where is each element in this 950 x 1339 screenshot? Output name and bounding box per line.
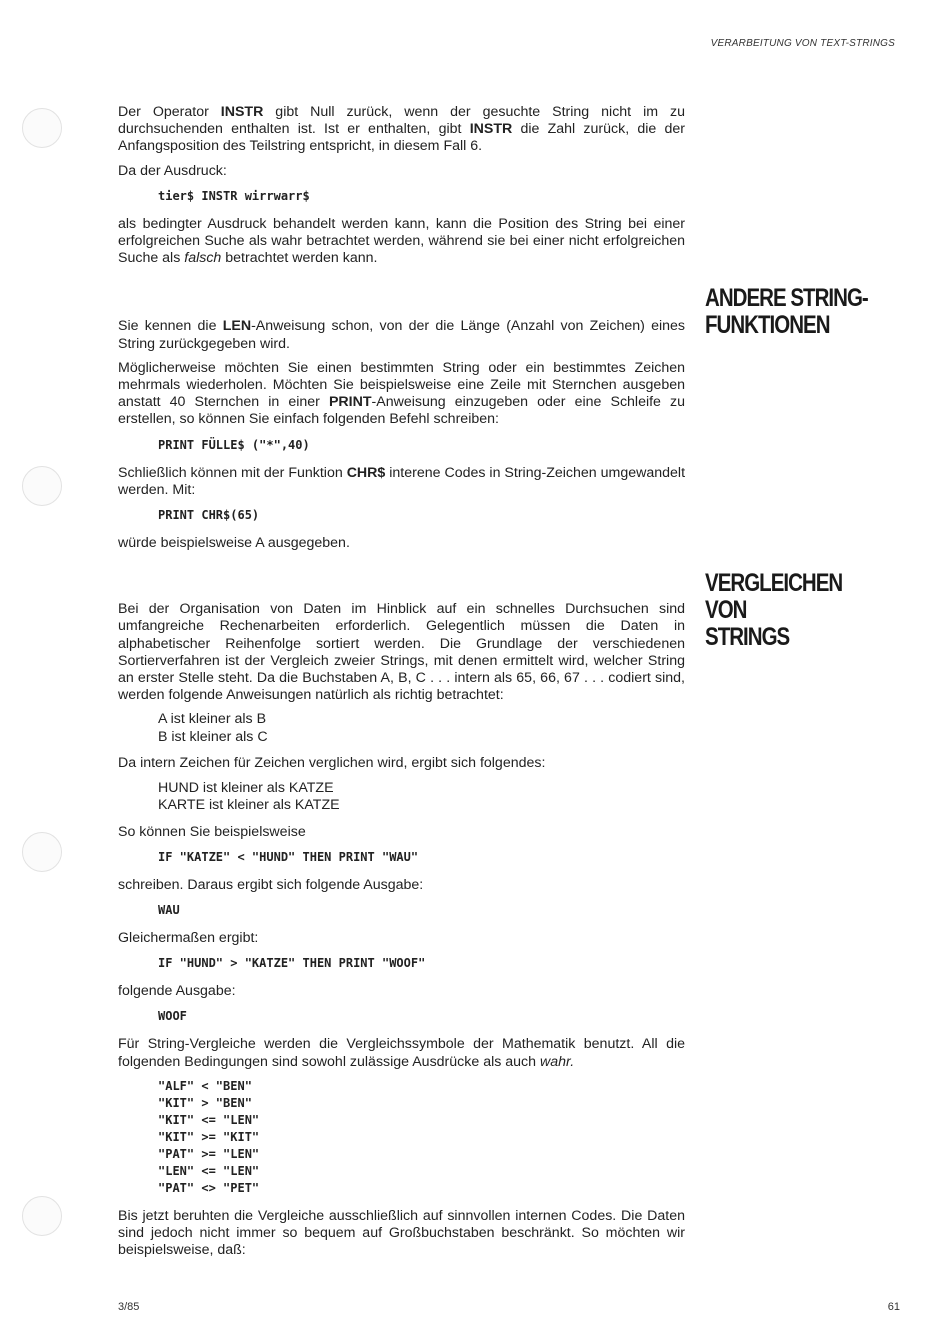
code-line: "KIT" <= "LEN" (158, 1112, 260, 1127)
punch-hole (22, 1196, 62, 1236)
running-header: VERARBEITUNG VON TEXT-STRINGS (710, 38, 895, 49)
paragraph: Sie kennen die LEN-Anweisung schon, von der die Länge (Anzahl von Zeichen) eines String zurückgegeben wird. (118, 318, 685, 352)
code-line: WOOF (158, 1009, 187, 1024)
paragraph: Möglicherweise möchten Sie einen bestimmten String oder ein bestimmtes Zeichen mehrmals wiederholen. Möchten Sie beispielsweise eine Zeile mit Sternchen ausgeben anstatt 40 Sternchen in einer PRINT-Anweisung einzugeben oder eine Schleife zu erstellen, so können Sie einfach folgenden Befehl schreiben: (118, 359, 685, 428)
paragraph: Für String-Vergleiche werden die Vergleichssymbole der Mathematik benutzt. All die folgenden Bedingungen sind sowohl zulässige Ausdrücke als auch wahr. (118, 1036, 685, 1070)
paragraph: als bedingter Ausdruck behandelt werden kann, kann die Position des String bei einer erfolgreichen Suche als wahr betrachtet werden, während sie bei einer nicht erfolgreichen Suche als falsch betrachtet werden kann. (118, 215, 685, 267)
comparison-list (158, 1078, 685, 1197)
code-line: PRINT FÜLLE$ ("*",40) (158, 437, 310, 452)
section-heading-andere-string-funktionen: ANDERE STRING- FUNKTIONEN (705, 284, 868, 339)
paragraph: Da intern Zeichen für Zeichen verglichen wird, ergibt sich folgendes: (118, 755, 546, 772)
paragraph: Schließlich können mit der Funktion CHR$ interene Codes in String-Zeichen umgewandelt werden. Mit: (118, 464, 686, 498)
punch-hole (22, 832, 62, 872)
punch-hole (22, 466, 62, 506)
main-text-column (118, 104, 685, 1267)
paragraph: Bei der Organisation von Daten im Hinblick auf ein schnelles Durchsuchen sind umfangreiche Rechenarbeiten erforderlich. Gelegentlich müssen die Daten in alphabetischer Reihenfolge sortiert werden. Die Grundlage der verschiedenen Sortierverfahren ist der Vergleich zweier Strings, mit denen ermittelt wird, welcher String an erster Stelle steht. Da die Buchstaben A, B, C . . . intern als 65, 66, 67 . . . codiert sind, werden folgende Anweisungen natürlich als richtig betrachtet: (118, 601, 685, 704)
code-line: WAU (158, 903, 180, 918)
code-line: IF "KATZE" < "HUND" THEN PRINT "WAU" (158, 849, 419, 864)
page-number: 61 (887, 1301, 900, 1313)
paragraph: So können Sie beispielsweise (118, 823, 306, 840)
code-line: PRINT CHR$(65) (158, 508, 260, 523)
paragraph: Bis jetzt beruhten die Vergleiche ausschließlich auf sinnvollen internen Codes. Die Daten sind jedoch nicht immer so bequem auf Großbuchstaben beschränkt. So möchten wir beispielsweise, daß: (118, 1207, 685, 1259)
paragraph: Gleichermaßen ergibt: (118, 930, 259, 947)
code-line: "PAT" >= "LEN" (158, 1146, 260, 1161)
code-line: "KIT" > "BEN" (158, 1095, 252, 1110)
code-line: "ALF" < "BEN" (158, 1078, 252, 1093)
code-line: "LEN" <= "LEN" (158, 1163, 260, 1178)
code-line: tier$ INSTR wirrwarr$ (158, 188, 310, 203)
paragraph: schreiben. Daraus ergibt sich folgende Ausgabe: (118, 876, 424, 893)
list-item: B ist kleiner als C (158, 728, 268, 745)
code-line: "PAT" <> "PET" (158, 1180, 260, 1195)
code-line: IF "HUND" > "KATZE" THEN PRINT "WOOF" (158, 956, 426, 971)
code-line: "KIT" >= "KIT" (158, 1129, 260, 1144)
paragraph: Da der Ausdruck: (118, 162, 227, 179)
paragraph: folgende Ausgabe: (118, 983, 236, 1000)
example-list (158, 711, 685, 746)
paragraph: würde beispielsweise A ausgegeben. (118, 535, 350, 552)
footer-date: 3/85 (118, 1301, 140, 1313)
list-item: KARTE ist kleiner als KATZE (158, 797, 340, 814)
section-heading-vergleichen-von-strings: VERGLEICHEN VON STRINGS (705, 569, 843, 651)
list-item: HUND ist kleiner als KATZE (158, 779, 334, 796)
example-list (158, 780, 685, 815)
paragraph: Der Operator INSTR gibt Null zurück, wenn der gesuchte String nicht im zu durchsuchenden enthalten ist. Ist er enthalten, gibt INSTR die Zahl zurück, die der Anfangsposition des Teilstring entspricht, in diesem Fall 6. (118, 104, 686, 155)
punch-hole (22, 108, 62, 148)
list-item: A ist kleiner als B (158, 711, 267, 728)
